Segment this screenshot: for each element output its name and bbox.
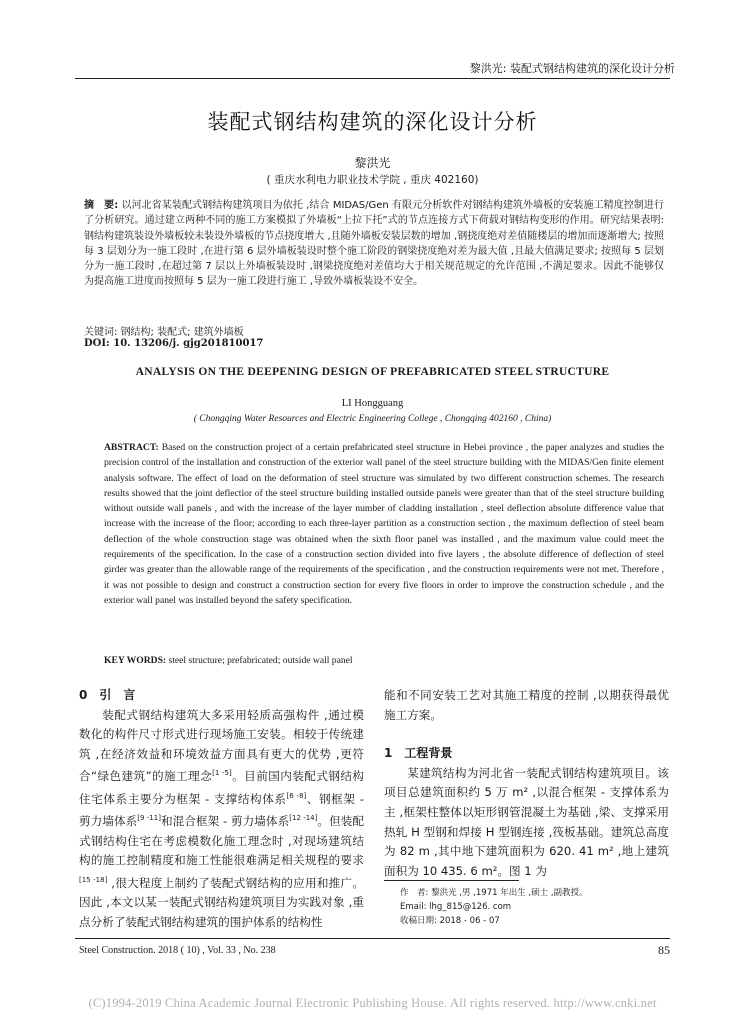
copyright-watermark: (C)1994-2019 China Academic Journal Electronic Publishing House. All rights reserved. http://www.cnki.net xyxy=(88,996,657,1010)
affiliation-cn: ( 重庆水利电力职业技术学院 , 重庆 402160) xyxy=(266,174,479,186)
page-title: 装配式钢结构建筑的深化设计分析 xyxy=(207,110,538,134)
section-1-heading: 1 工程背景 xyxy=(384,746,453,761)
abstract-en-text: Based on the construction project of a certain prefabricated steel structure in Hebei province , the paper analyzes and studies the precision control of the installation and construction of the exterior wall panel of the steel structure building with the MIDAS/Gen finite element analysis software. The effect of load on the deformation of steel structure was simulated by two different construction schemes. The research results showed that the joint deflectior of the steel structure building installed outside panels were greater than that of the steel structure building without outside wall panels , and with the increase of the layer number of cladding installation , steel deflection absolute difference value that increase with the increase of the floor; according to each three-layer partition as a construction section , the maximum deflection of steel beam deflection of the whole construction stage was obtained when the sixth floor panel was installed , and the maximum value could meet the requirements of the specification. In the case of a construction section divided into five layers , the absolute difference of deflection of steel girder was greater than the allowable range of the requirements of the specification , and the construction requirements were not met. Therefore , it was not possible to design and construct a construction section for every five floors in order to improve the construction schedule , and the exterior wall panel was installed beyond the safety specification. xyxy=(104,442,665,606)
footnote-email: Email: lhg_815@126. com xyxy=(400,902,512,912)
right-column xyxy=(384,686,669,881)
citation: [1 -5] xyxy=(212,769,232,778)
section-0-text: 和混合框架 - 剪力墙体系 xyxy=(160,814,290,829)
section-0-continuation: 能和不同安装工艺对其施工精度的控制 ,以期获得最优施工方案。 xyxy=(384,688,669,722)
left-column xyxy=(79,686,364,933)
footnote xyxy=(400,886,588,928)
footer-journal: Steel Construction. 2018 ( 10) , Vol. 33 , No. 238 xyxy=(79,945,276,956)
section-0-paragraph xyxy=(79,706,364,933)
abstract-en xyxy=(104,440,664,608)
section-0-text: 。目前国内装配式钢结构住宅体系主要分为框架 - 支撑结构体系 xyxy=(79,769,364,806)
citation: [9 -11] xyxy=(137,814,161,823)
citation: [12 -14] xyxy=(289,814,318,823)
author-cn: 黎洪光 xyxy=(354,156,391,170)
footnote-author: 作 者: 黎洪光 ,男 ,1971 年出生 ,硕士 ,副教授。 xyxy=(400,888,588,898)
keywords-en-text: steel structure; prefabricated; outside wall panel xyxy=(168,655,353,666)
keywords-en-label: KEY WORDS: xyxy=(104,655,167,666)
running-head: 黎洪光: 装配式钢结构建筑的深化设计分析 xyxy=(469,62,675,75)
abstract-en-label: ABSTRACT: xyxy=(104,442,159,453)
abstract-cn-label: 摘 要: xyxy=(84,200,119,211)
affiliation-en: ( Chongqing Water Resources and Electric Engineering College , Chongqing 402160 , China) xyxy=(193,414,552,424)
footer-rule xyxy=(75,938,670,939)
keywords-en xyxy=(104,655,664,666)
section-0-text: 装配式钢结构建筑大多采用轻质高强构件 ,通过模数化的构件尺寸形式进行现场施工安装。相较于传统建筑 ,在经济效益和环境效益方面具有更大的优势 ,更符合“绿色建筑”的施工理念 xyxy=(79,707,364,784)
abstract-cn-text: 以河北省某装配式钢结构建筑项目为依托 ,结合 MIDAS/Gen 有限元分析软件对钢结构建筑外墙板的安装施工精度控制进行了分析研究。通过建立两种不同的施工方案模拟了外墙板“上拉下托”式的节点连接方式下荷载对钢结构变形的作用。研究结果表明: 钢结构建筑装设外墙板较未装设外墙板的节点挠度增大 ,且随外墙板安装层数的增加 ,钢挠度绝对差值随楼层的增加而逐渐增大; 按照每 3 层划分为一施工段时 ,在进行第 6 层外墙板装设时整个施工阶段的钢梁挠度绝对差为最大值 ,且最大值满足要求; 按照每 5 层划分为一施工段时 ,在超过第 7 层以上外墙板装设时 ,钢梁挠度绝对差值均大于相关规范规定的允许范围 ,不满足要求。因此不能够仅为提高施工进度而按照每 5 层为一施工段进行施工 ,导致外墙板装设不安全。 xyxy=(84,200,664,288)
keywords-cn: 关键词: 钢结构; 装配式; 建筑外墙板 xyxy=(84,327,244,338)
section-0-text: 。但装配式钢结构住宅在考虑模数化施工理念时 ,对现场建筑结构的施工控制精度和施工性能很难满足相关规程的要求 xyxy=(79,814,364,868)
section-0-text: 、钢框架 - 剪力墙体系 xyxy=(79,791,364,829)
section-1-paragraph: 某建筑结构为河北省一装配式钢结构建筑项目。该项目总建筑面积约 5 万 m² ,以混合框架 - 支撑体系为主 ,框架柱整体以矩形钢管混凝土为基础 ,梁、支撑采用热轧 H 型钢和焊接 H 型钢连接 ,筏板基础。建筑总高度为 82 m ,其中地下建筑面积为 620. 41 m² ,地上建筑面积为 10 435. 6 m²。图 1 为 xyxy=(384,765,669,878)
abstract-cn xyxy=(84,198,664,290)
page-number: 85 xyxy=(658,943,670,957)
title-en: ANALYSIS ON THE DEEPENING DESIGN OF PREFABRICATED STEEL STRUCTURE xyxy=(135,366,610,378)
section-0-text: ,很大程度上制约了装配式钢结构的应用和推广。因此 ,本文以某一装配式钢结构建筑项目为实践对象 ,重点分析了装配式钢结构建筑的围护体系的结构性 xyxy=(79,875,364,929)
header-rule xyxy=(75,78,670,79)
section-0-heading: 0 引 言 xyxy=(79,688,136,702)
doi: DOI: 10. 13206/j. gjg201810017 xyxy=(84,338,264,349)
footnote-rule xyxy=(384,880,519,881)
citation: [15 -18] xyxy=(79,875,108,884)
citation: [6 -8] xyxy=(286,791,307,800)
footnote-date: 收稿日期: 2018 - 06 - 07 xyxy=(400,916,500,926)
author-en: LI Hongguang xyxy=(341,398,404,409)
